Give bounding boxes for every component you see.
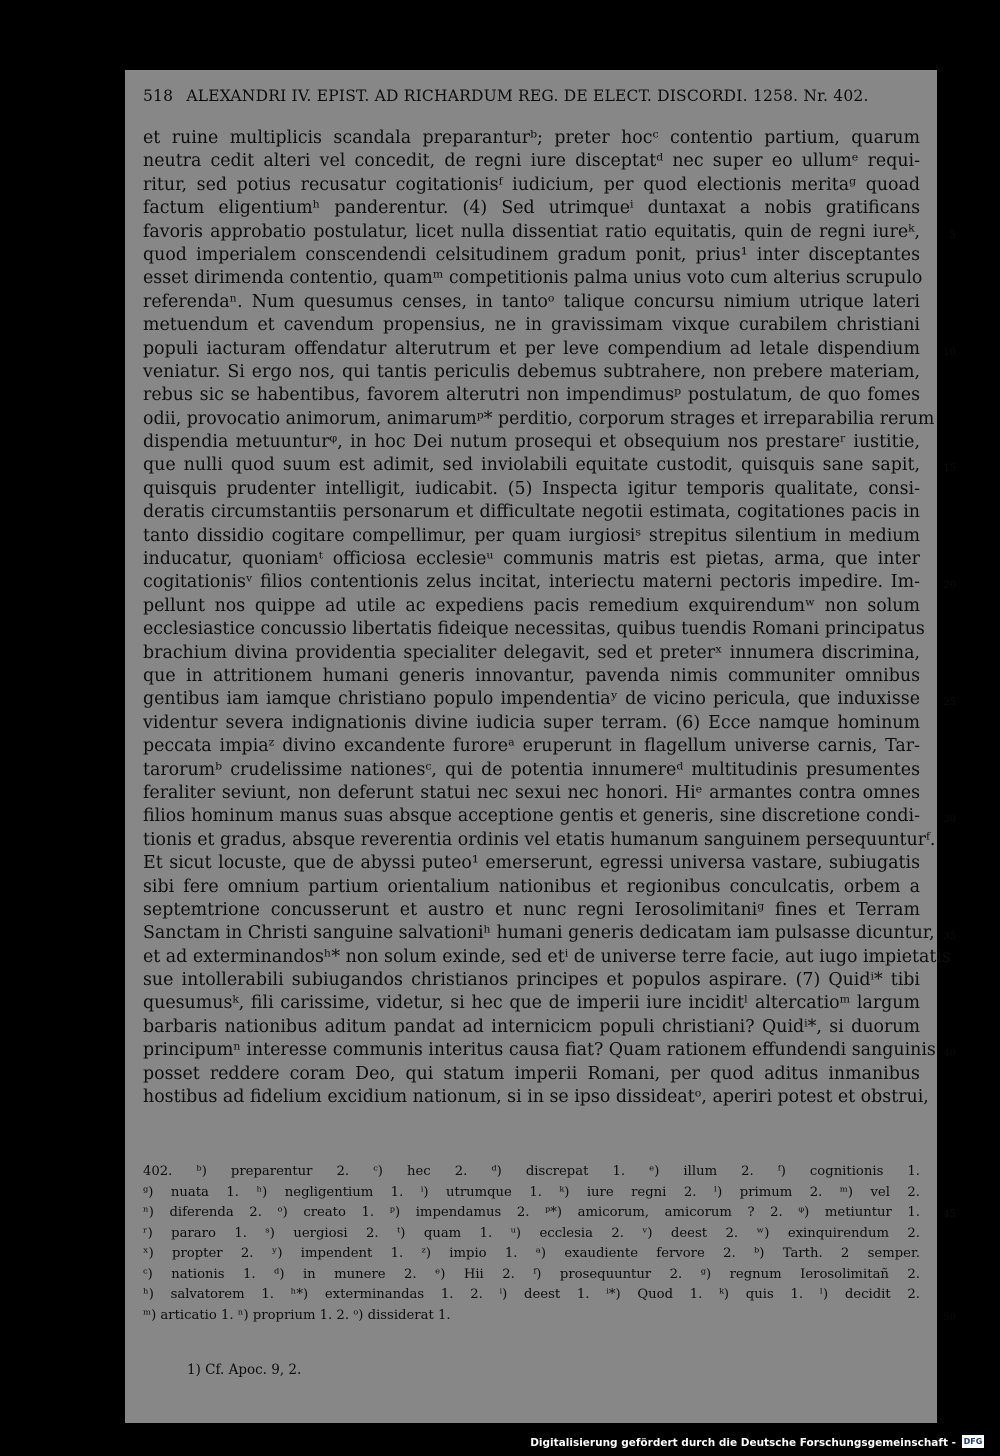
text-line — [143, 969, 920, 992]
text-line — [143, 992, 920, 1015]
text-line-text: tanto dissidio cogitare compellimur, per quam iurgiosiˢ strepitus silentium in medium — [143, 525, 920, 546]
line-number: 5 — [949, 229, 956, 241]
text-line-text: metuendum et cavendum propensius, ne in gravissimam vixque curabilem christiani — [143, 315, 920, 336]
letter-body-text — [143, 127, 956, 1109]
text-line — [143, 244, 920, 267]
text-line — [143, 1016, 920, 1039]
text-line — [143, 1039, 956, 1062]
text-line-text: videntur severa indignationis divine iudicia super terram. (6) Ecce namque hominum — [143, 712, 920, 733]
text-line-text: quod imperialem conscendendi celsitudinem gradum ponit, prius¹ inter disceptantes — [143, 244, 920, 265]
text-line — [143, 595, 920, 618]
text-line — [143, 408, 935, 431]
scanned-page — [125, 70, 956, 1423]
apparatus-line-text: ᵍ) nuata 1. ʰ) negligentium 1. ⁱ) utrumque 1. ᵏ) iure regni 2. ˡ) primum 2. ᵐ) vel 2. — [143, 1184, 920, 1200]
text-line-text: sibi fere omnium partium orientalium nationibus et regionibus conculcatis, orbem a — [143, 876, 920, 897]
text-line — [143, 431, 920, 454]
text-line-text: populi iacturam offendatur alterutrum et per leve compendium ad letale dispendium — [143, 338, 920, 359]
text-line — [143, 876, 920, 899]
text-line — [143, 525, 920, 548]
text-line-text: odii, provocatio animorum, animarumᵖ* perditio, corporum strages et irreparabilia rerum — [143, 408, 935, 429]
dfg-logo: DFG — [963, 1437, 983, 1446]
apparatus-line — [143, 1224, 920, 1245]
text-line-text: veniatur. Si ergo nos, qui tantis periculis debemus subtrahere, non prebere materiam, — [143, 361, 920, 382]
apparatus-line-text: ⁿ) diferenda 2. ᵒ) creato 1. ᵖ) impendamus 2. ᵖ*) amicorum, amicorum ? 2. ᵠ) metiuntur 1. — [143, 1205, 920, 1220]
apparatus-line — [143, 1162, 920, 1183]
line-number: 25 — [943, 697, 956, 709]
text-line — [143, 384, 920, 407]
text-line — [143, 548, 920, 571]
text-line — [143, 338, 956, 361]
text-line — [143, 267, 923, 290]
apparatus-line — [143, 1285, 920, 1306]
text-line-text: ecclesiastice concussio libertatis fideique necessitas, quibus tuendis Romani principatus — [143, 619, 925, 640]
text-line-text: posset reddere coram Deo, qui statum imperii Romani, per quod aditus inmanibus — [143, 1063, 920, 1084]
line-number: 35 — [943, 931, 956, 943]
text-line-text: hostibus ad fidelium excidium nationum, si in se ipso dissideatᵒ, aperiri potest et obstrui, — [143, 1087, 929, 1108]
text-line — [143, 221, 956, 244]
text-line — [143, 829, 936, 852]
text-line-text: referendaⁿ. Num quesumus censes, in tantoᵒ talique concursu nimium utrique lateri — [143, 291, 920, 312]
text-line — [143, 899, 920, 922]
line-number: 10 — [943, 346, 956, 358]
text-line-text: inducatur, quoniamᵗ officiosa ecclesieᵘ communis matris est pietas, arma, que inter — [143, 549, 920, 570]
text-line — [143, 127, 920, 150]
text-line — [143, 478, 920, 501]
line-number: 50 — [943, 1311, 956, 1323]
apparatus-line — [143, 1203, 956, 1224]
page-number: 518 — [143, 87, 174, 105]
apparatus-line-text: ᵐ) articatio 1. ⁿ) proprium 1. 2. ᵒ) dissiderat 1. — [143, 1307, 451, 1323]
text-line — [143, 688, 956, 711]
text-line-text: filios hominum manus suas absque acceptione gentis et generis, sine discretione condi- — [143, 806, 920, 827]
footnote: 1) Cf. Apoc. 9, 2. — [187, 1362, 302, 1378]
text-line — [143, 759, 920, 782]
text-line — [143, 454, 956, 477]
critical-apparatus — [143, 1162, 956, 1326]
line-number: 40 — [943, 1048, 956, 1060]
text-line-text: neutra cedit alteri vel concedit, de regni iure disceptatᵈ nec super eo ullumᵉ requi- — [143, 151, 920, 172]
text-line — [143, 618, 925, 641]
text-line — [143, 150, 920, 173]
text-line — [143, 361, 920, 384]
text-line-text: brachium divina providentia specialiter delegavit, sed et preterˣ innumera discrimina, — [143, 642, 920, 663]
text-line-text: dispendia metuunturᵠ, in hoc Dei nutum prosequi et obsequium nos prestareʳ iustitie, — [143, 432, 920, 453]
text-line — [143, 1063, 920, 1086]
text-line-text: gentibus iam iamque christiano populo impendentiaʸ de vicino pericula, que induxisse — [143, 689, 920, 710]
apparatus-line-text: ᶜ) nationis 1. ᵈ) in munere 2. ᵉ) Hii 2. ᶠ) prosequuntur 2. ᵍ) regnum Ierosolimitañ 2. — [143, 1266, 920, 1282]
running-title: ALEXANDRI IV. EPIST. AD RICHARDUM REG. DE ELECT. DISCORDI. 1258. Nr. 402. — [186, 87, 869, 105]
text-line-text: ritur, sed potius recusatur cogitationisᶠ iudicium, per quod electionis meritaᵍ quoad — [143, 174, 920, 195]
line-number: 15 — [943, 463, 956, 475]
text-line-text: que in attritionem humani generis innovantur, pavenda nimis communiter omnibus — [143, 665, 920, 686]
text-line — [143, 712, 920, 735]
text-line-text: favoris approbatio postulatur, licet nulla dissentiat ratio equitatis, quin de regni iureᵏ, — [143, 221, 920, 242]
text-line — [143, 501, 920, 524]
text-line-text: septemtrione concusserunt et austro et nunc regni Ierosolimitaniᵍ fines et Terram — [143, 899, 920, 920]
running-header — [143, 87, 903, 105]
text-line-text: rebus sic se habentibus, favorem alterutri non impendimusᵖ postulatum, de quo fomes — [143, 385, 920, 406]
text-line-text: Sanctam in Christi sanguine salvationiʰ humani generis dedicatam iam pulsasse dicuntur, — [143, 923, 935, 944]
text-line — [143, 805, 956, 828]
text-line-text: sue intollerabili subiugandos christianos principes et populos aspirare. (7) Quidⁱ* tibi — [143, 970, 920, 991]
text-line — [143, 735, 920, 758]
text-line-text: deratis circumstantiis personarum et difficultate negotii estimata, cogitationes pacis in — [143, 502, 920, 523]
text-line — [143, 946, 951, 969]
line-number: 30 — [943, 814, 956, 826]
text-line-text: que nulli quod suum est adimit, sed inviolabili equitate custodit, quisquis sane sapit, — [143, 455, 920, 476]
text-line — [143, 291, 920, 314]
apparatus-line-text: 402. ᵇ) preparentur 2. ᶜ) hec 2. ᵈ) discrepat 1. ᵉ) illum 2. ᶠ) cognitionis 1. — [143, 1164, 920, 1179]
text-line-text: esset dirimenda contentio, quamᵐ competitionis palma unius voto cum alterius scrupulo — [143, 268, 923, 289]
text-line — [143, 852, 920, 875]
apparatus-line-text: ʳ) pararo 1. ˢ) uergiosi 2. ᵗ) quam 1. ᵘ) ecclesia 2. ᵛ) deest 2. ʷ) exinquirendum 2. — [143, 1225, 920, 1241]
text-line-text: et ruine multiplicis scandala preparanturᵇ; preter hocᶜ contentio partium, quarum — [143, 128, 920, 148]
text-line — [143, 197, 920, 220]
apparatus-line — [143, 1306, 956, 1327]
text-line-text: principumⁿ interesse communis interitus causa fiat? Quam rationem effundendi sanguinis — [143, 1040, 936, 1061]
apparatus-line — [143, 1265, 920, 1286]
text-line-text: tionis et gradus, absque reverentia ordinis vel etatis humanum sanguinem persequunturᶠ. — [143, 829, 936, 850]
digitization-credit: Digitalisierung gefördert durch die Deutsche Forschungsgemeinschaft - — [530, 1437, 956, 1449]
text-line-text: pellunt nos quippe ad utile ac expediens pacis remedium exquirendumʷ non solum — [143, 595, 920, 616]
text-line — [143, 642, 920, 665]
text-line-text: et ad exterminandosʰ* non solum exinde, sed etⁱ de universe terre facie, aut iugo impietatis — [143, 946, 951, 967]
text-line — [143, 314, 920, 337]
text-line-text: Et sicut locuste, que de abyssi puteo¹ emerserunt, egressi universa vastare, subiugatis — [143, 853, 920, 874]
text-line — [143, 782, 920, 805]
text-line-text: peccata impiaᶻ divino excandente furoreᵃ eruperunt in flagellum universe carnis, Tar- — [143, 736, 920, 757]
text-line-text: feraliter seviunt, non deferunt statui nec sexui nec honori. Hiᵉ armantes contra omnes — [143, 782, 920, 803]
text-line — [143, 665, 920, 688]
text-line-text: barbaris nationibus aditum pandat ad internicicm populi christiani? Quidⁱ*, si duorum — [143, 1016, 920, 1037]
text-line-text: factum eligentiumʰ panderentur. (4) Sed utrimqueⁱ duntaxat a nobis gratificans — [143, 198, 920, 219]
text-line — [143, 571, 956, 594]
apparatus-line-text: ʰ) salvatorem 1. ʰ*) exterminandas 1. 2. ⁱ) deest 1. ⁱ*) Quod 1. ᵏ) quis 1. ˡ) decidit 2. — [143, 1287, 920, 1302]
text-line — [143, 1086, 929, 1109]
text-line-text: quesumusᵏ, fili carissime, videtur, si hec que de imperii iure inciditˡ altercatioᵐ largum — [143, 993, 920, 1014]
text-line-text: tarorumᵇ crudelissime nationesᶜ, qui de potentia innumereᵈ multitudinis presumentes — [143, 759, 920, 780]
line-number: 45 — [943, 1209, 956, 1220]
apparatus-line — [143, 1244, 920, 1265]
apparatus-line — [143, 1183, 920, 1204]
text-line-text: cogitationisᵛ filios contentionis zelus incitat, interiectu materni pectoris impedire. Im- — [143, 572, 920, 593]
apparatus-line-text: ˣ) propter 2. ʸ) impendent 1. ᶻ) impio 1. ᵃ) exaudiente fervore 2. ᵇ) Tarth. 2 semper. — [143, 1246, 920, 1261]
text-line — [143, 174, 920, 197]
text-line — [143, 922, 956, 945]
line-number: 20 — [943, 580, 956, 592]
text-line-text: quisquis prudenter intelligit, iudicabit. (5) Inspecta igitur temporis qualitate, consi- — [143, 478, 920, 499]
